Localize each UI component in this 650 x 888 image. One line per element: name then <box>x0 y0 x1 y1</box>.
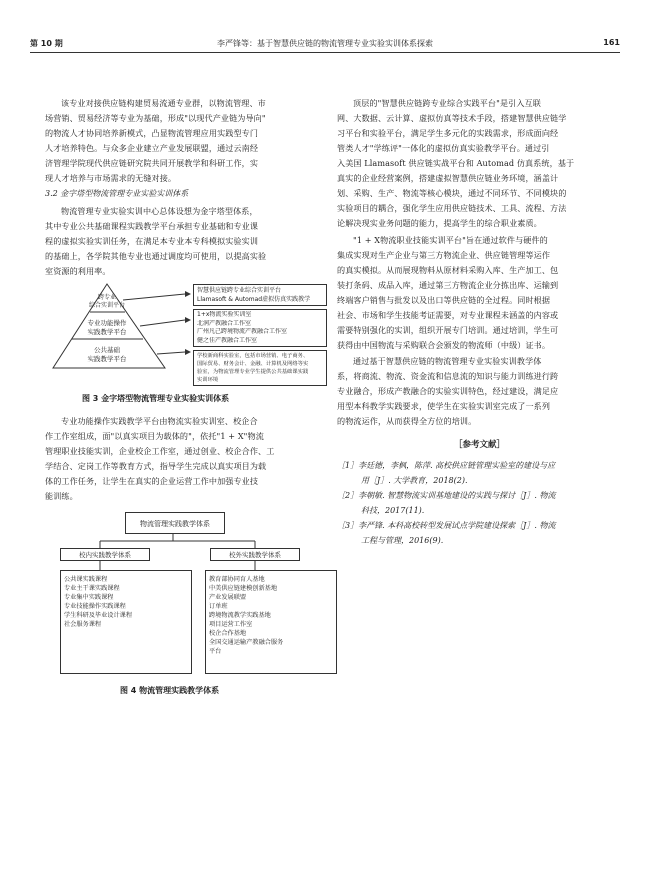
text-line: 专业功能操作实践教学平台由物流实验实训室、校企合 <box>61 416 258 426</box>
label-line: 专业功能操作 <box>87 319 127 327</box>
arrow-top <box>123 294 185 300</box>
left-para-1 <box>45 96 327 186</box>
list-item: 教育部协同育人基地 <box>209 576 265 583</box>
text-line: 的物流人才协同培养新模式，凸显物流管理应用实践型专门 <box>45 128 259 138</box>
text-line: 真实的企业经营案例，搭建虚拟智慧供应链业务环境，涵盖计 <box>337 173 559 183</box>
label-line: 实践教学平台 <box>87 328 127 336</box>
list-item: 跨境物流教学实践基地 <box>209 612 271 619</box>
text-line: 的物流运作，从而获得全方位的培训。 <box>337 416 477 426</box>
text-line: 作工作室组成，面"以真实项目为载体的"，依托"1 + X"物流 <box>45 431 264 441</box>
reference-item: ［2］李朝敏. 智慧物流实训基地建设的实践与探讨［J］. 物流 <box>337 491 556 500</box>
text-line: 需要特别强化的实训，组织开展专门培训。通过培训，学生可 <box>337 325 559 335</box>
list-item: 项目运营工作室 <box>209 621 253 628</box>
running-header <box>30 36 620 50</box>
figure-4-caption: 图 4 物流管理实践教学体系 <box>120 686 220 695</box>
figure-3 <box>45 282 327 383</box>
fig3-box-top <box>193 284 327 306</box>
text-line: 系，将商流、物流、资金流和信息流的知识与能力训练进行跨 <box>337 371 559 381</box>
left-para-3 <box>45 414 327 504</box>
text-line: 管类人才"学练评"一体化的虚拟仿真实验教学平台。通过引 <box>337 143 550 153</box>
arrow-mid <box>140 320 185 326</box>
text-line: 集成实现对生产企业与第三方物流企业、供应链管理等运作 <box>337 250 551 260</box>
text-line: 顶层的"智慧供应链跨专业综合实践平台"是引入互联 <box>353 98 541 108</box>
pyramid-mid-label <box>79 319 135 337</box>
text-line: 程的虚拟实验实训任务，在满足本专业本专科模拟实验实训 <box>45 236 259 246</box>
text-line: 划、采购、生产、物流等核心模块，通过不同环节、不同模块的 <box>337 188 567 198</box>
page-number: 161 <box>603 38 620 47</box>
arrowhead-icon <box>185 291 191 297</box>
right-para-2 <box>337 233 622 353</box>
reference-list <box>337 458 622 548</box>
list-item: 专业技能操作实践课程 <box>64 603 126 610</box>
arrowhead-icon <box>185 317 191 323</box>
text-line: 场营销、贸易经济等专业为基础，形成"以现代产业链为导向" <box>45 113 266 123</box>
reference-item: ［3］李严锋. 本科高校转型发展试点学院建设探索［J］. 物流 <box>337 521 556 530</box>
text-line: 的基础上，各学院其他专业也通过调度均可使用，以提高实验 <box>45 251 267 261</box>
references-heading: ［参考文献］ <box>453 440 505 450</box>
label-line: 综合实训平台 <box>88 302 125 309</box>
text-line: 入美国 Llamasoft 供应链实战平台和 Automad 仿真系统，基于 <box>337 158 575 168</box>
box-line: Llamasoft & Automad虚拟仿真实践教学 <box>197 296 311 303</box>
figure-3-caption: 图 3 金字塔型物流管理专业实验实训体系 <box>82 394 230 403</box>
list-item: 产业发展联盟 <box>209 594 247 601</box>
running-title: 李严锋等：基于智慧供应链的物流管理专业实验实训体系探索 <box>217 39 433 48</box>
text-line: 该专业对接供应链构建贸易流通专业群，以物流管理、市 <box>61 98 266 108</box>
left-para-2 <box>45 204 327 279</box>
text-line: 的真实模拟。从而展现物料从原材料采购入库、生产加工、包 <box>337 265 559 275</box>
text-line: 终端客户销售与批发以及出口等供应链的全过程。同时根据 <box>337 295 551 305</box>
fig4-root-box: 物流管理实践教学体系 <box>125 512 225 534</box>
list-item: 中美供应链建模创新基地 <box>209 585 278 592</box>
text-line: 物流管理专业实验实训中心总体设想为金字塔型体系， <box>61 206 258 216</box>
box-line: 北润产教融合工作室 <box>197 319 252 327</box>
label-line: 实践教学平台 <box>87 355 127 363</box>
label-line: 公共基础 <box>94 346 120 354</box>
text-line: 专业融合，形成产教融合的实验实训特色，经过建设，满足应 <box>337 386 559 396</box>
text-line: 学结合、定岗工作等教育方式，指导学生完成以真实项目为载 <box>45 461 267 471</box>
pyramid-top-label <box>87 294 127 310</box>
fig4-right-list <box>205 570 337 674</box>
fig4-left-branch: 校内实践教学体系 <box>60 548 150 561</box>
text-line: 习平台和实验平台，满足学生多元化的实践需求，形成面向经 <box>337 128 559 138</box>
list-item: 社会服务课程 <box>64 621 102 628</box>
reference-item-cont: 科技，2017(11). <box>361 506 425 515</box>
text-line: 社会、市场和学生技能考证需要，对专业课程未涵盖的内容或 <box>337 310 559 320</box>
arrowhead-icon <box>185 349 191 355</box>
text-line: 用型本科教学实践要求，使学生在实验实训室完成了一系列 <box>337 401 551 411</box>
pyramid-base-label <box>69 346 145 364</box>
text-line: 获得由中国物流与采购联合会颁发的物流师（中级）证书。 <box>337 340 551 350</box>
fig3-box-base <box>193 350 327 386</box>
text-line: 论解决现实业务问题的能力，提高学生的综合职业素质。 <box>337 218 542 228</box>
text-line: 能训练。 <box>45 491 78 501</box>
text-line: 室资源的利用率。 <box>45 266 111 276</box>
reference-item: ［1］李廷德，李枫，陈萍. 高校供应链管理实验室的建设与应 <box>337 461 556 470</box>
text-line: 其中专业公共基础课程实践教学平台承担专业基础和专业课 <box>45 221 259 231</box>
figure-4 <box>45 508 345 678</box>
box-line: 实训环境 <box>197 377 219 383</box>
list-item: 专业主干课实践课程 <box>64 585 120 592</box>
list-item: 订单班 <box>209 603 228 610</box>
list-item: 公共课实践课程 <box>64 576 108 583</box>
text-line: 装打条码、成品入库，通过第三方物流企业分拣出库、运输到 <box>337 280 559 290</box>
fig4-left-list <box>60 570 192 674</box>
arrow-base <box>157 352 185 354</box>
text-line: 人才培养特色。与众多企业建立产业发展联盟，通过云南经 <box>45 143 259 153</box>
fig3-box-mid <box>193 309 327 347</box>
box-line: 学校新商科实验室，包括市场营销、电子商务、 <box>197 353 309 359</box>
list-item: 校企合作基地 <box>209 630 247 637</box>
text-line: 现人才培养与市场需求的无缝对接。 <box>45 173 177 183</box>
list-item: 学生科研及毕业设计课程 <box>64 612 133 619</box>
text-line: 网、大数据、云计算、虚拟仿真等技术手段，搭建智慧供应链学 <box>337 113 567 123</box>
box-line: 国际贸易、财务会计、金融、计算机及网络等实 <box>197 361 309 367</box>
issue-number: 第 10 期 <box>30 39 63 48</box>
text-line: 实验项目的耦合，强化学生应用供应链技术、工具、流程、方法 <box>337 203 567 213</box>
header-rule <box>30 52 620 53</box>
box-line: 智慧供应链跨专业综合实训平台 <box>197 287 282 294</box>
list-item: 专业集中实践课程 <box>64 594 114 601</box>
text-line: 体的工作任务，让学生在真实的企业运营工作中加强专业技 <box>45 476 259 486</box>
right-para-3 <box>337 354 622 429</box>
text-line: 管理职业技能实训，企业校企工作室，通过创业、校企合作、工 <box>45 446 275 456</box>
right-para-1 <box>337 96 622 231</box>
list-item: 平台 <box>209 648 222 655</box>
fig4-right-branch: 校外实践教学体系 <box>210 548 300 561</box>
list-item: 全国交通运输产教融合服务 <box>209 639 284 646</box>
section-heading-3-2: 3.2 金字塔型物流管理专业实验实训体系 <box>45 189 189 198</box>
text-line: 济管理学院现代供应链研究院共同开展教学和科研工作，实 <box>45 158 259 168</box>
box-line: 1+x物流实验实训室 <box>197 311 252 318</box>
text-line: 通过基于智慧供应链的物流管理专业实验实训教学体 <box>353 356 542 366</box>
box-line: 健之佳产教融合工作室 <box>197 336 258 344</box>
reference-item-cont: 工程与管理，2016(9). <box>361 536 444 545</box>
text-line: "1 + X物流职业技能实训平台"旨在通过软件与硬件的 <box>353 235 548 245</box>
box-line: 验室，为物流管理专业学生提供公共基础课实践 <box>197 369 309 375</box>
label-line: 跨专业 <box>97 294 116 301</box>
reference-item-cont: 用［J］. 大学教育，2018(2). <box>361 476 468 485</box>
box-line: 广州凡己跨境物流产教融合工作室 <box>197 328 288 335</box>
